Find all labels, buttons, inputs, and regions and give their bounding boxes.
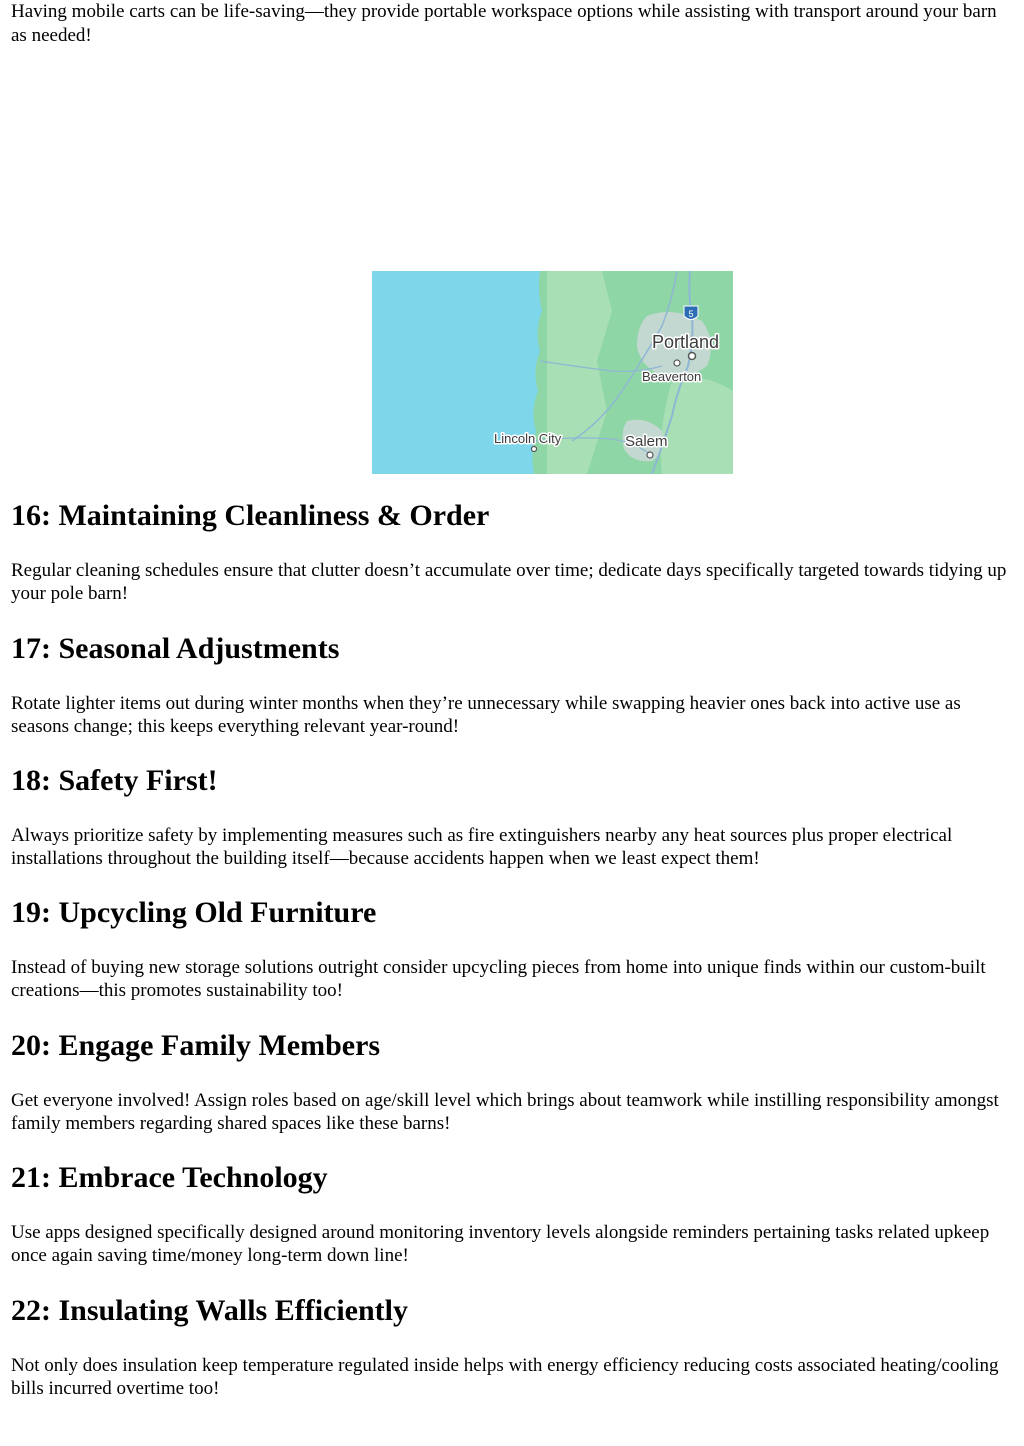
beaverton-marker-icon: [674, 360, 680, 366]
portland-label: Portland: [652, 332, 720, 352]
section-heading: 19: Upcycling Old Furniture: [11, 896, 377, 929]
section-heading: 22: Insulating Walls Efficiently: [11, 1294, 409, 1327]
section-body: Rotate lighter items out during winter months when they’re unnecessary while swapping heavier ones back into active use as seasons change; this keeps everything relevant year-round!: [11, 693, 961, 737]
section-heading: 20: Engage Family Members: [11, 1029, 381, 1062]
lincoln-city-label: Lincoln City: [494, 431, 562, 446]
section-body: Regular cleaning schedules ensure that clutter doesn’t accumulate over time; dedicate days specifically targeted towards tidying up your pole barn!: [11, 560, 1007, 604]
map-cascade-foothills: [661, 378, 733, 474]
section-heading: 16: Maintaining Cleanliness & Order: [11, 499, 490, 532]
interstate-label: 5: [688, 309, 694, 319]
section-body: Always prioritize safety by implementing measures such as fire extinguishers nearby any heat sources plus proper electrical installations throughout the building itself—because accidents happen when we least expect them!: [11, 825, 953, 869]
salem-marker-icon: [647, 452, 653, 458]
map-graphic: [372, 271, 733, 474]
section-heading: 21: Embrace Technology: [11, 1161, 328, 1194]
section-body: Get everyone involved! Assign roles based on age/skill level which brings about teamwork while instilling responsibility amongst family members regarding shared spaces like these barns!: [11, 1090, 999, 1134]
section-body: Not only does insulation keep temperature regulated inside helps with energy efficiency reducing costs associated heating/cooling bills incurred overtime too!: [11, 1355, 999, 1399]
section-body: Instead of buying new storage solutions outright consider upcycling pieces from home into unique finds within our custom-built creations—this promotes sustainability too!: [11, 957, 986, 1001]
section-body: Use apps designed specifically designed around monitoring inventory levels alongside reminders pertaining tasks related upkeep once again saving time/money long-term down line!: [11, 1222, 990, 1266]
section-heading: 18: Safety First!: [11, 764, 218, 797]
beaverton-label: Beaverton: [642, 369, 702, 384]
portland-marker-icon: [689, 353, 696, 360]
intro-paragraph: Having mobile carts can be life-saving—they provide portable workspace options while assisting with transport around your barn as needed!: [11, 1, 997, 46]
oregon-map-image: [372, 271, 733, 474]
salem-label: Salem: [625, 433, 668, 450]
section-heading: 17: Seasonal Adjustments: [11, 632, 340, 665]
lincoln-city-marker-icon: [532, 447, 537, 452]
interstate-5-shield-icon: [684, 306, 698, 320]
